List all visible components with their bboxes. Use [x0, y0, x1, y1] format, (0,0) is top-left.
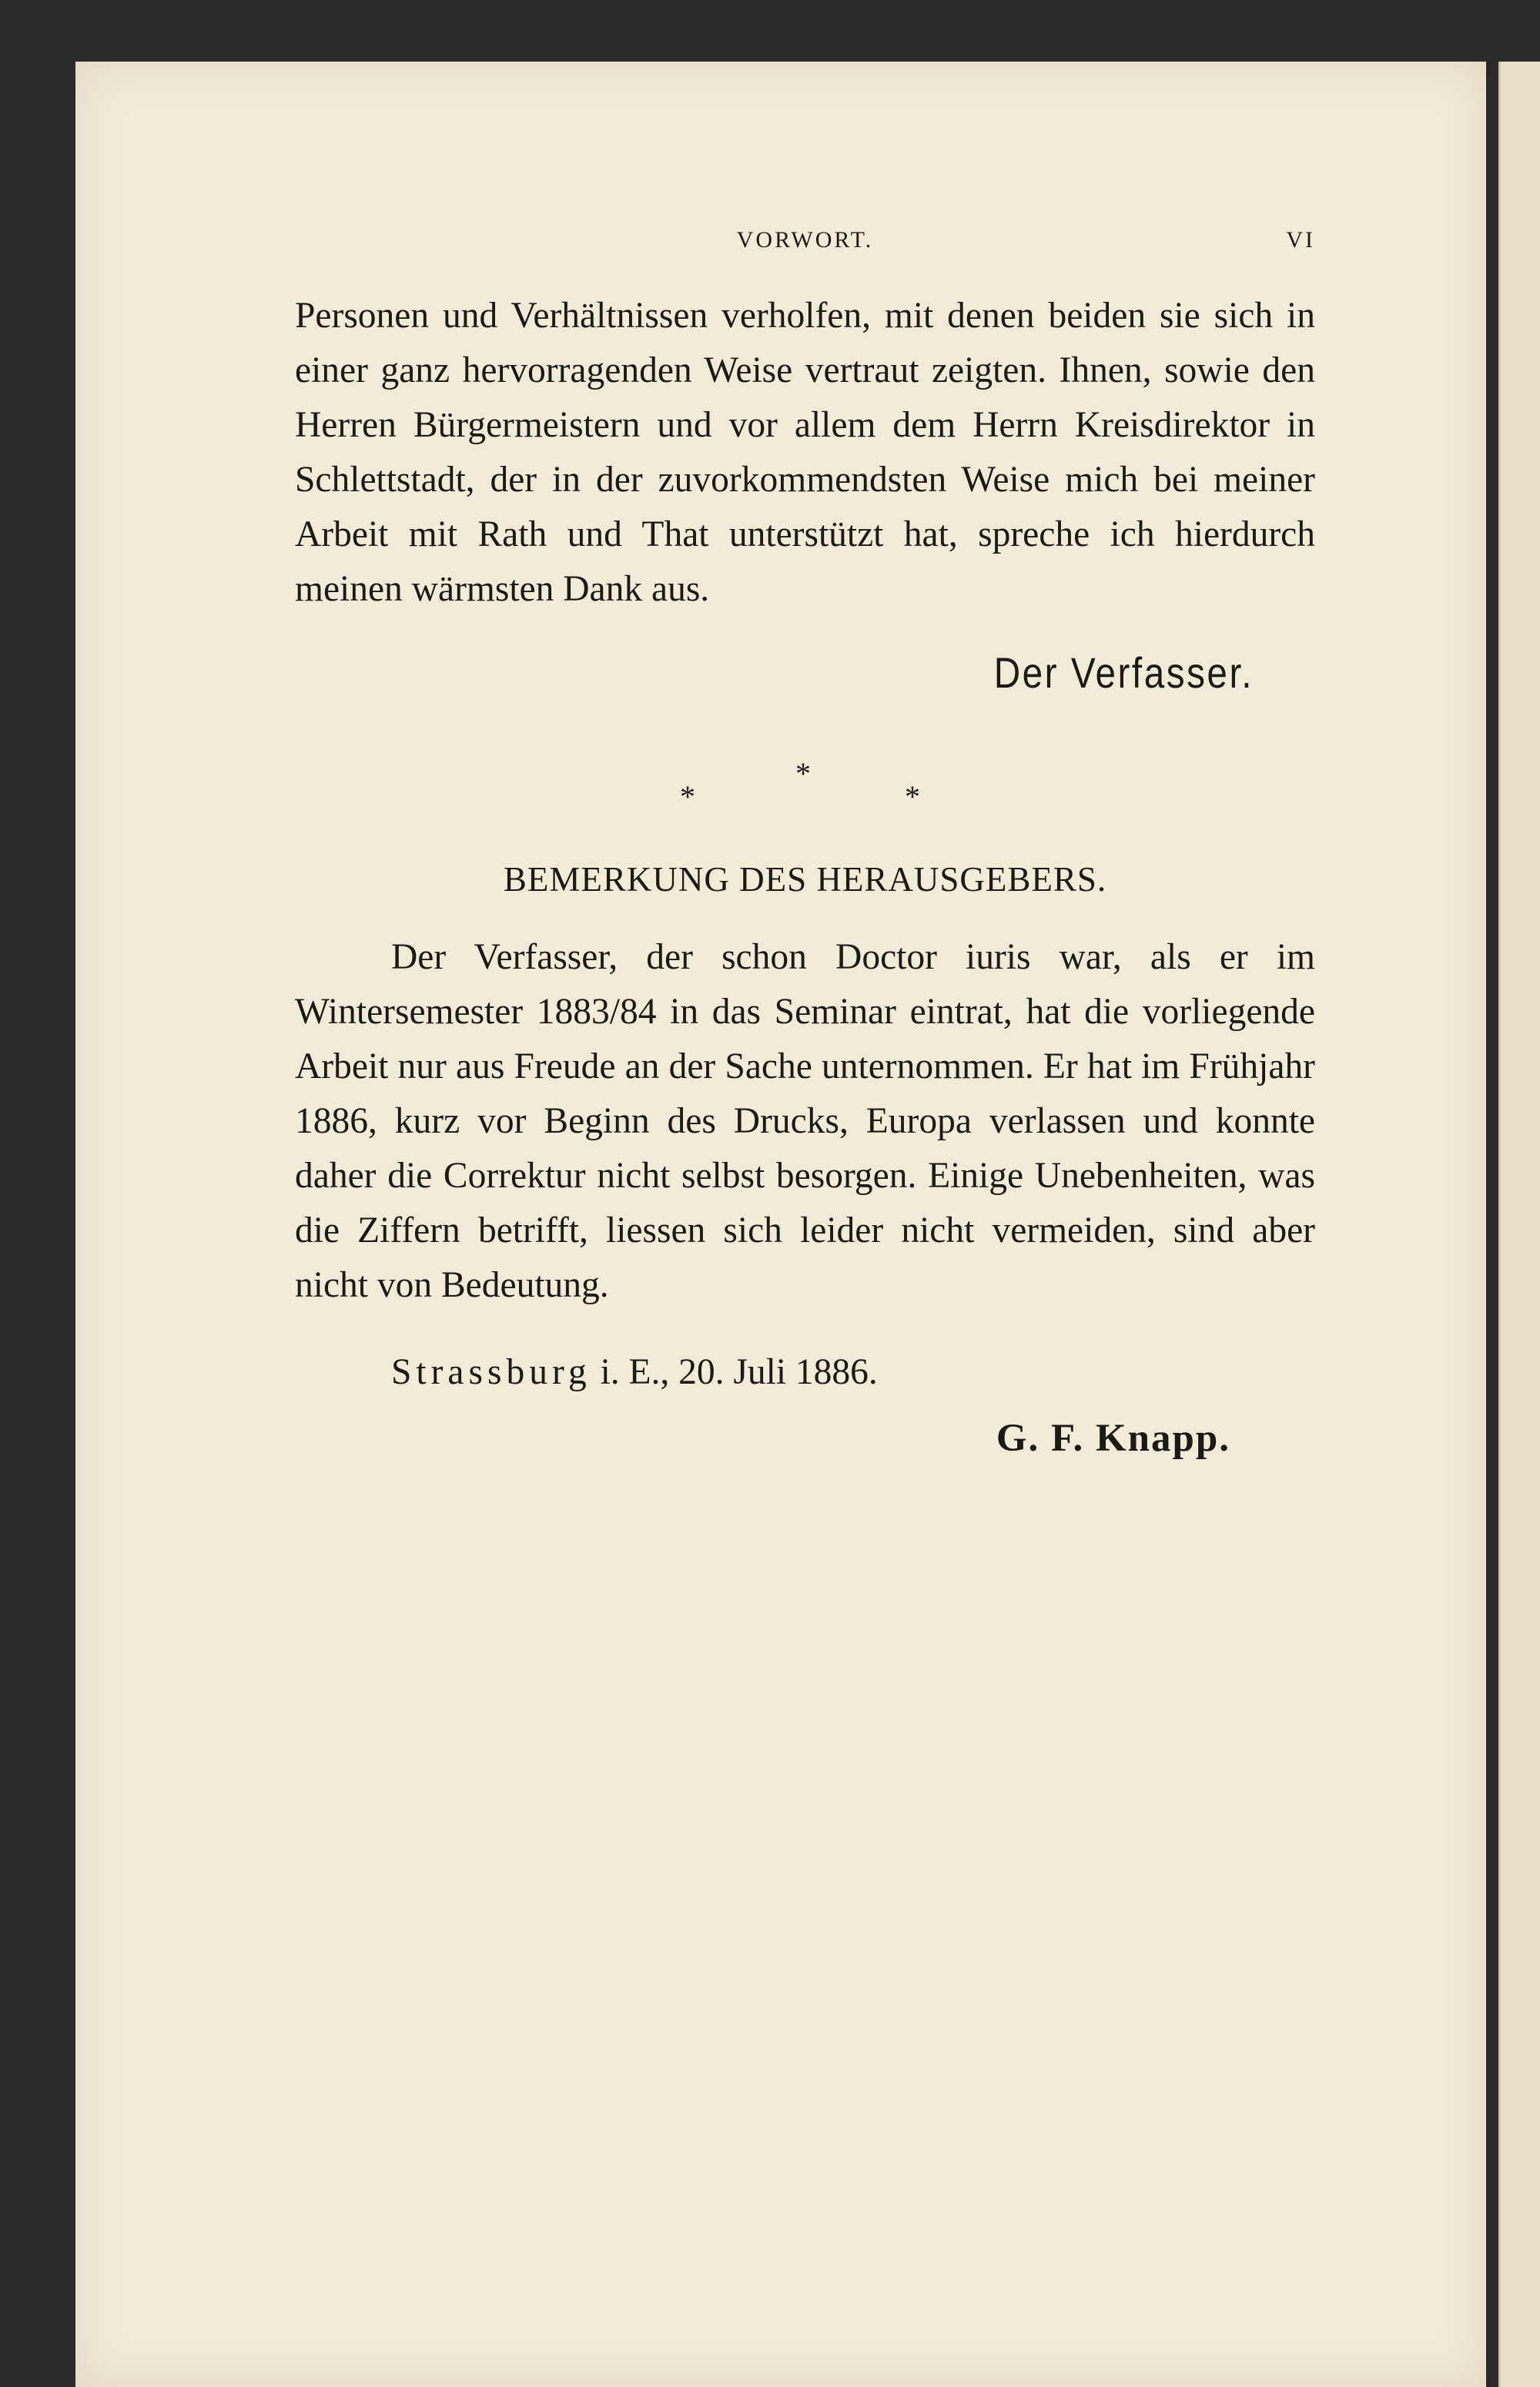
- page-content: [295, 227, 1315, 1461]
- separator-star-left: *: [680, 779, 695, 814]
- adjacent-page-edge: [1498, 62, 1540, 2387]
- place-name: Strassburg: [391, 1352, 591, 1392]
- separator-star-right: *: [905, 779, 920, 814]
- section-separator: [295, 755, 1315, 817]
- author-signature: Der Verfasser.: [993, 648, 1254, 697]
- page-number: VI: [1286, 227, 1315, 253]
- separator-star-top: *: [795, 756, 811, 791]
- running-head: [295, 227, 1315, 266]
- editor-note-paragraph: Der Verfasser, der schon Doctor iuris war, als er im Wintersemester 1883/84 in das Seminar eintrat, hat die vorliegende Arbeit nur aus Freude an der Sache unternommen. Er hat im Frühjahr 1886, kurz vor Beginn des Drucks, Europa verlassen und konnte daher die Correktur nicht selbst besorgen. Einige Unebenheiten, was die Ziffern betrifft, liessen sich leider nicht vermeiden, sind aber nicht von Bedeutung.: [295, 937, 1315, 1305]
- editor-note-heading: BEMERKUNG DES HERAUSGEBERS.: [503, 860, 1107, 899]
- place-and-date: [295, 1351, 1315, 1393]
- preface-closing-paragraph: Personen und Verhältnissen verholfen, mit denen beiden sie sich in einer ganz hervorragenden Weise vertraut zeigten. Ihnen, sowie den Herren Bürgermeistern und vor allem dem Herrn Kreisdirektor in Schlettstadt, der in der zuvorkommendsten Weise mich bei meiner Arbeit mit Rath und That unterstützt hat, spreche ich hierdurch meinen wärmsten Dank aus.: [295, 296, 1315, 609]
- running-head-title: VORWORT.: [736, 227, 874, 253]
- editor-signature: G. F. Knapp.: [996, 1417, 1230, 1460]
- date-text: i. E., 20. Juli 1886.: [591, 1352, 878, 1392]
- scan-background-top: [0, 0, 1540, 62]
